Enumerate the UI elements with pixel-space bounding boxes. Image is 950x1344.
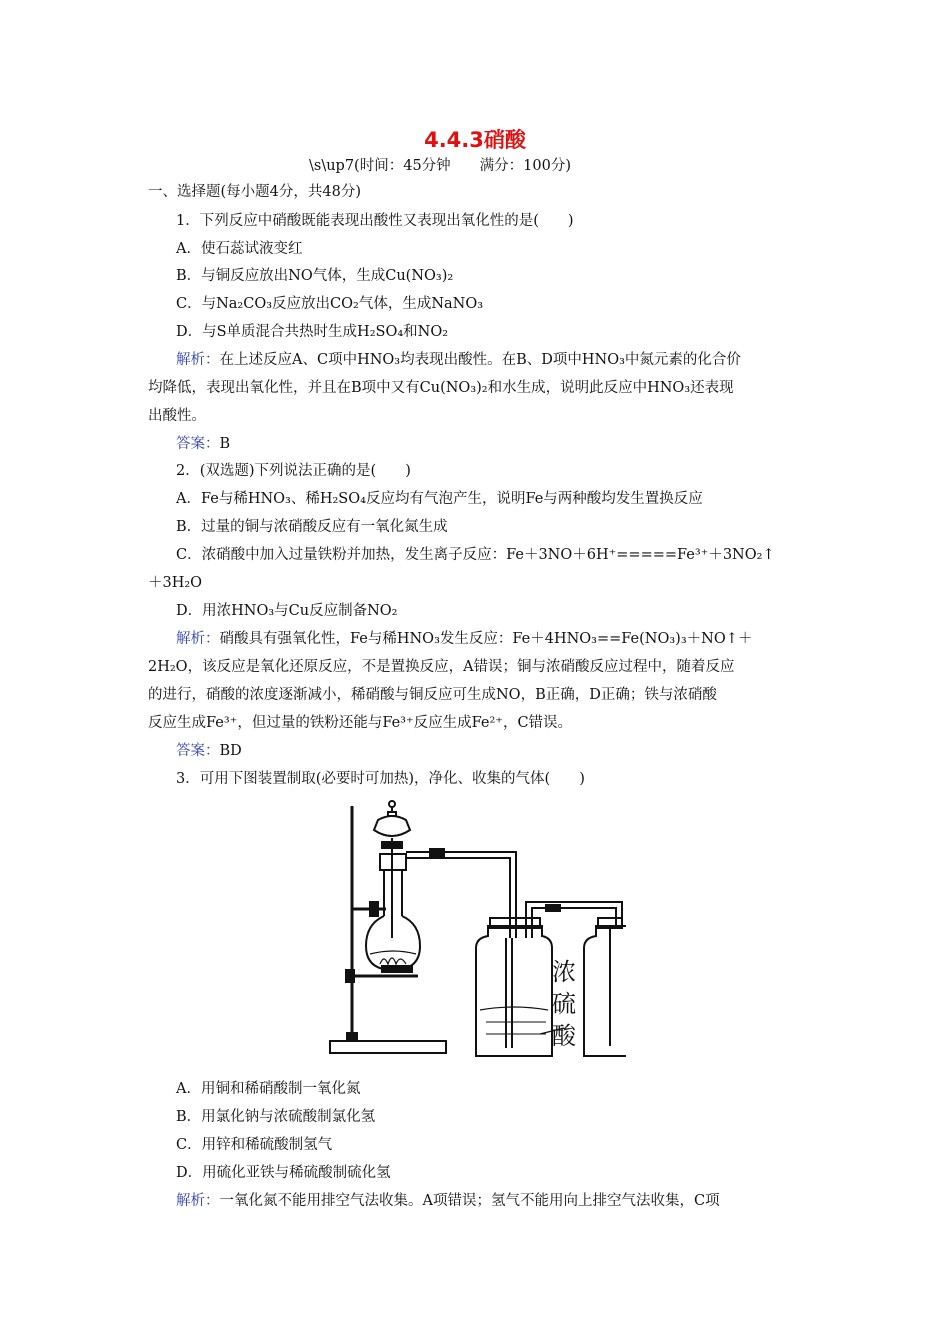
q2-option-d: D．用浓HNO₃与Cu反应制备NO₂ — [176, 603, 398, 619]
q1-analysis-label: 解析： — [176, 352, 220, 368]
q3-stem: 3．可用下图装置制取(必要时可加热)，净化、收集的气体( ) — [176, 771, 585, 787]
q1-answer: B — [219, 436, 231, 452]
q1-analysis-line: 在上述反应A、C项中HNO₃均表现出酸性。在B、D项中HNO₃中氮元素的化合价 — [219, 352, 741, 368]
q1-option-c: C．与Na₂CO₃反应放出CO₂气体，生成NaNO₃ — [176, 296, 484, 312]
stand-base — [330, 1041, 446, 1053]
q2-option-c: C．浓硝酸中加入过量铁粉并加热，发生离子反应：Fe＋3NO＋6H⁺=====Fe³⁺＋3NO₂↑ — [176, 547, 775, 563]
q1-option-d: D．与S单质混合共热时生成H₂SO₄和NO₂ — [176, 324, 449, 340]
q3-analysis-label: 解析： — [176, 1193, 220, 1209]
lab-apparatus-figure — [326, 798, 626, 1060]
q1-stem: 1．下列反应中硝酸既能表现出酸性又表现出氧化性的是( ) — [176, 213, 574, 229]
q3-option-c: C．用锌和稀硫酸制氢气 — [176, 1137, 333, 1153]
q2-analysis-line: 的进行，硝酸的浓度逐渐减小，稀硝酸与铜反应可生成NO，B正确，D正确；铁与浓硝酸 — [148, 687, 717, 703]
gas-collection-bottle — [584, 948, 626, 1056]
q3-analysis-line: 一氧化氮不能用排空气法收集。A项错误；氢气不能用向上排空气法收集，C项 — [219, 1193, 720, 1209]
q2-answer-label: 答案： — [176, 743, 220, 759]
q2-option-b: B．过量的铜与浓硝酸反应有一氧化氮生成 — [176, 519, 448, 535]
section-heading: 一、选择题(每小题4分，共48分) — [148, 184, 361, 200]
funnel-stopper — [389, 801, 395, 807]
figure-label-char: 浓 — [552, 958, 576, 986]
separatory-funnel — [374, 816, 410, 836]
q2-answer: BD — [219, 743, 242, 759]
figure-label-char: 硫 — [552, 990, 576, 1018]
q1-option-a: A．使石蕊试液变红 — [176, 241, 303, 257]
q2-analysis-line: 2H₂O，该反应是氧化还原反应，不是置换反应，A错误；铜与浓硝酸反应过程中，随着反应 — [148, 659, 735, 675]
q3-option-d: D．用硫化亚铁与稀硫酸制硫化氢 — [176, 1165, 391, 1181]
q2-option-a: A．Fe与稀HNO₃、稀H₂SO₄反应均有气泡产生，说明Fe与两种酸均发生置换反应 — [176, 491, 703, 507]
q3-option-b: B．用氯化钠与浓硫酸制氯化氢 — [176, 1109, 376, 1125]
page-title: 4.4.3硝酸 — [424, 128, 526, 152]
subtitle: \s\up7(时间：45分钟 满分：100分) — [309, 158, 571, 174]
wash-bottle — [476, 926, 552, 1056]
q1-option-b: B．与铜反应放出NO气体，生成Cu(NO₃)₂ — [176, 268, 454, 284]
figure-label-char: 酸 — [552, 1022, 576, 1050]
q3-option-a: A．用铜和稀硝酸制一氧化氮 — [176, 1081, 361, 1097]
q1-analysis-line: 均降低，表现出氧化性，并且在B项中又有Cu(NO₃)₂和水生成，说明此反应中HNO₃还表现 — [148, 380, 734, 396]
q2-analysis-line: 反应生成Fe³⁺，但过量的铁粉还能与Fe³⁺反应生成Fe²⁺，C错误。 — [148, 715, 573, 731]
q2-option-c-cont: ＋3H₂O — [148, 575, 203, 591]
q2-analysis-line: 硝酸具有强氧化性，Fe与稀HNO₃发生反应：Fe＋4HNO₃==Fe(NO₃)₃＋NO↑＋ — [219, 631, 753, 647]
q1-answer-label: 答案： — [176, 436, 220, 452]
q2-stem: 2．(双选题)下列说法正确的是( ) — [176, 463, 411, 479]
q1-analysis-line: 出酸性。 — [148, 408, 206, 424]
q2-analysis-label: 解析： — [176, 631, 220, 647]
